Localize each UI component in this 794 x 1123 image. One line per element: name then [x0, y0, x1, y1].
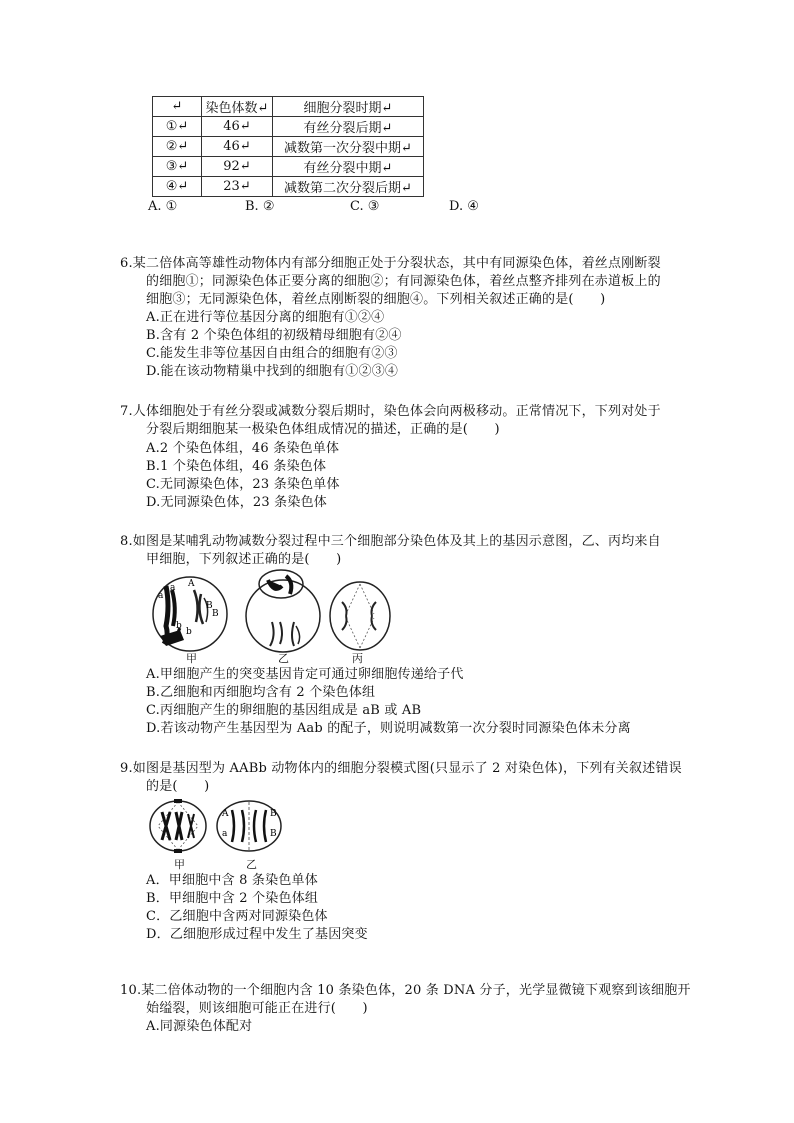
q7-option-c: C.无同源染色体，23 条染色单体	[146, 477, 340, 492]
figure-label-jia: 甲	[174, 858, 185, 871]
q7-option-b: B.1 个染色体组，46 条染色体	[146, 459, 327, 474]
q6-option-b: B.含有 2 个染色体组的初级精母细胞有②④	[146, 328, 402, 343]
row-phase: 减数第一次分裂中期↵	[273, 137, 424, 157]
q6-option-a: A.正在进行等位基因分离的细胞有①②④	[146, 310, 385, 325]
cell-jia-diagram	[153, 577, 227, 651]
gene-label: b	[186, 627, 192, 637]
gene-label: B	[270, 829, 277, 839]
gene-label: B	[206, 601, 213, 611]
row-phase: 有丝分裂后期↵	[273, 117, 424, 137]
gene-label: B	[270, 809, 277, 819]
gene-label: a	[222, 829, 228, 839]
figure-label-jia: 甲	[186, 652, 197, 665]
q6-stem-line: 细胞③；无同源染色体，着丝点刚断裂的细胞④。下列相关叙述正确的是( )	[146, 292, 606, 307]
q8-option-a: A.甲细胞产生的突变基因肯定可通过卵细胞传递给子代	[146, 667, 464, 682]
cell-bing-diagram	[330, 582, 390, 650]
cell-yi-diagram	[217, 801, 281, 851]
row-id: ①↵	[153, 117, 202, 137]
q8-option-d: D.若该动物产生基因型为 Aab 的配子，则说明减数第一次分裂时同源染色体未分离	[146, 721, 631, 736]
q6-stem-line: 6.某二倍体高等雄性动物体内有部分细胞正处于分裂状态，其中有同源染色体，着丝点刚断裂	[120, 256, 661, 271]
q7-stem-line: 分裂后期细胞某一极染色体组成情况的描述，正确的是( )	[146, 422, 500, 437]
q9-stem-line: 的是( )	[146, 779, 210, 794]
table-header-cell: ↵	[153, 97, 202, 117]
q5-option-d: D. ④	[449, 199, 479, 214]
row-count: 46↵	[202, 137, 273, 157]
q10-stem-line: 始缢裂，则该细胞可能正在进行( )	[146, 1001, 368, 1016]
gene-label: a	[170, 583, 176, 593]
row-count: 46↵	[202, 117, 273, 137]
q5-option-a: A. ①	[148, 199, 178, 214]
gene-label: A	[188, 579, 195, 589]
q9-option-c: C．乙细胞中含两对同源染色体	[146, 909, 328, 924]
figure-label-bing: 丙	[352, 652, 363, 665]
q9-cell-figure	[146, 796, 286, 860]
gene-label: A	[222, 809, 229, 819]
q8-stem-line: 8.如图是某哺乳动物减数分裂过程中三个细胞部分染色体及其上的基因示意图，乙、丙均来自	[120, 534, 661, 549]
q8-option-b: B.乙细胞和丙细胞均含有 2 个染色体组	[146, 685, 376, 700]
q9-stem-line: 9.如图是基因型为 AABb 动物体内的细胞分裂模式图(只显示了 2 对染色体)，下列有关叙述错误	[120, 761, 682, 776]
table-header-row	[153, 97, 424, 117]
row-id: ②↵	[153, 137, 202, 157]
table-header-cell: 染色体数↵	[202, 97, 273, 117]
table-row	[153, 117, 424, 137]
row-count: 23↵	[202, 177, 273, 197]
q5-option-b: B. ②	[245, 199, 275, 214]
q9-option-b: B．甲细胞中含 2 个染色体组	[146, 891, 319, 906]
row-id: ④↵	[153, 177, 202, 197]
row-phase: 减数第二次分裂后期↵	[273, 177, 424, 197]
figure-label-yi: 乙	[278, 652, 289, 665]
gene-label: a	[158, 591, 164, 601]
cell-yi-diagram	[246, 570, 320, 652]
q6-option-c: C.能发生非等位基因自由组合的细胞有②③	[146, 346, 398, 361]
gene-label: B	[212, 609, 219, 619]
table-row	[153, 157, 424, 177]
q9-option-d: D．乙细胞形成过程中发生了基因突变	[146, 927, 368, 942]
q6-option-d: D.能在该动物精巢中找到的细胞有①②③④	[146, 364, 399, 379]
chromosome-table	[152, 96, 424, 197]
q6-stem-line: 的细胞①；同源染色体正要分离的细胞②；有同源染色体，着丝点整齐排列在赤道板上的	[146, 274, 661, 289]
q5-option-c: C. ③	[350, 199, 380, 214]
row-id: ③↵	[153, 157, 202, 177]
table-row	[153, 137, 424, 157]
q9-option-a: A．甲细胞中含 8 条染色单体	[146, 873, 318, 888]
q10-option-a: A.同源染色体配对	[146, 1019, 253, 1034]
figure-label-yi: 乙	[246, 858, 257, 871]
table-row	[153, 177, 424, 197]
table-header-cell: 细胞分裂时期↵	[273, 97, 424, 117]
row-phase: 有丝分裂中期↵	[273, 157, 424, 177]
q10-stem-line: 10.某二倍体动物的一个细胞内含 10 条染色体，20 条 DNA 分子，光学显微镜下观察到该细胞开	[120, 983, 691, 998]
q7-stem-line: 7.人体细胞处于有丝分裂或减数分裂后期时，染色体会向两极移动。正常情况下，下列对处于	[120, 404, 661, 419]
cell-jia-diagram	[150, 799, 206, 853]
q8-stem-line: 甲细胞，下列叙述正确的是( )	[146, 552, 342, 567]
q8-option-c: C.丙细胞产生的卵细胞的基因组成是 aB 或 AB	[146, 703, 422, 718]
q7-option-d: D.无同源染色体，23 条染色体	[146, 495, 327, 510]
row-count: 92↵	[202, 157, 273, 177]
gene-label: b	[176, 621, 182, 631]
q7-option-a: A.2 个染色体组，46 条染色单体	[146, 441, 340, 456]
